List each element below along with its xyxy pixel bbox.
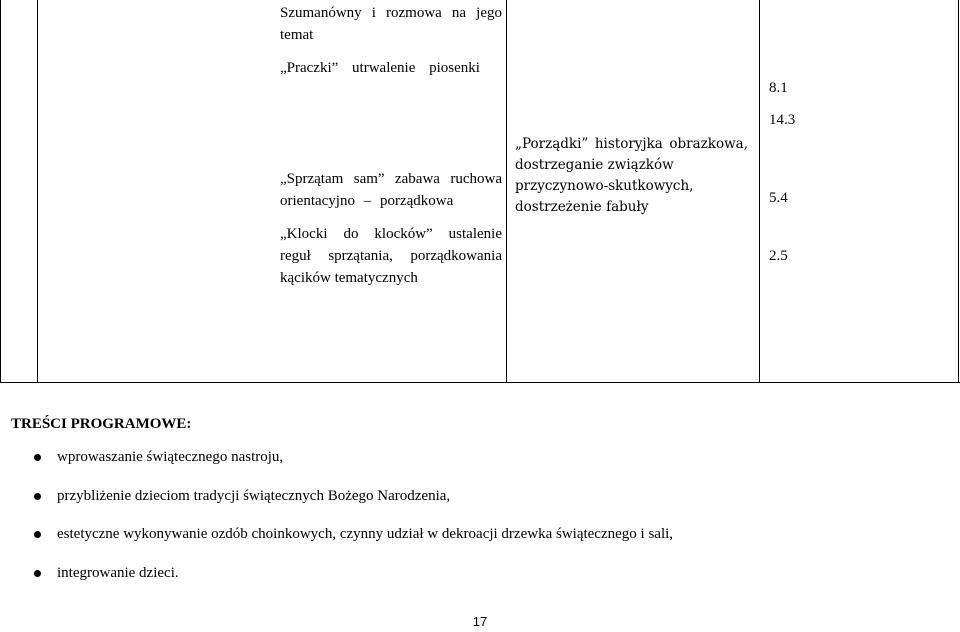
list-item (0, 446, 960, 485)
bullet-icon (34, 531, 41, 538)
table-border-bottom (0, 382, 960, 383)
bullet-icon (34, 570, 41, 577)
story-line4: dostrzeżenie fabuły (515, 199, 649, 215)
story-line3: przyczynowo-skutkowych, (515, 178, 694, 194)
program-list (0, 446, 960, 600)
bullet-icon (34, 454, 41, 461)
story-line2: dostrzeganie związków (515, 157, 674, 173)
activity-2-line1: „Praczki” utrwalenie piosenki (280, 60, 480, 76)
list-item (0, 523, 960, 562)
story-cell (515, 134, 748, 218)
table-border-col1 (37, 0, 38, 383)
list-item-text: estetyczne wykonywanie ozdób choinkowych, czynny udział w dekroacji drzewka świątecznego i sali, (57, 526, 674, 542)
activity-3 (280, 168, 502, 212)
activity-3-line2: orientacyjno – porządkowa (280, 193, 454, 209)
page-number: 17 (472, 614, 488, 629)
activity-4 (280, 223, 502, 289)
story-line1: „Porządki” historyjka obrazkowa, (515, 136, 748, 152)
list-item-text: integrowanie dzieci. (57, 564, 179, 581)
list-item-text: wprowaszanie świątecznego nastroju, (57, 449, 284, 465)
code-1: 8.1 (769, 80, 788, 96)
activity-4-line1: „Klocki do klocków” ustalenie (280, 226, 502, 242)
list-item-text: przybliżenie dzieciom tradycji świątecznych Bożego Narodzenia, (57, 487, 451, 504)
activity-4-line2: reguł sprzątania, porządkowania (280, 248, 502, 264)
activity-2 (280, 57, 502, 79)
activity-3-line1: „Sprzątam sam” zabawa ruchowa (280, 171, 502, 187)
activity-4-line3: kącików tematycznych (280, 270, 418, 286)
table-border-col3 (759, 0, 760, 383)
table-border-right (958, 0, 959, 383)
activity-cell (280, 2, 502, 46)
code-3: 5.4 (769, 190, 788, 206)
program-heading: TREŚCI PROGRAMOWE: (11, 416, 192, 432)
activity-1-line1: Szumanówny i rozmowa na jego (280, 5, 502, 21)
code-2: 14.3 (769, 112, 796, 128)
activity-1-line2: temat (280, 27, 314, 43)
code-4: 2.5 (769, 248, 788, 264)
bullet-icon (34, 493, 41, 500)
list-item (0, 562, 960, 601)
table-border-left (0, 0, 1, 383)
table-border-col2 (506, 0, 507, 383)
list-item (0, 485, 960, 524)
